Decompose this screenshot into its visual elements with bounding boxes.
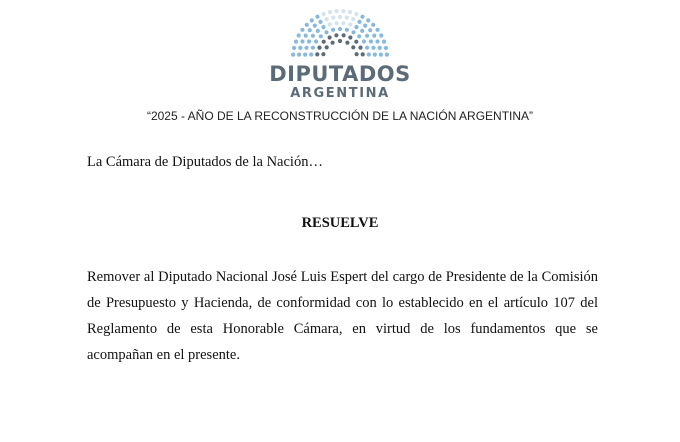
seat-dot	[325, 17, 329, 21]
seat-dot	[351, 45, 355, 49]
seat-dot	[365, 34, 369, 38]
seat-dot	[367, 52, 371, 56]
seat-dot	[338, 15, 342, 19]
seat-dot	[315, 15, 319, 19]
seat-dot	[315, 52, 319, 56]
seat-dot	[378, 46, 382, 50]
seat-dot	[348, 35, 352, 39]
seat-dot	[328, 35, 332, 39]
seat-dot	[319, 34, 323, 38]
seat-dot	[361, 52, 365, 56]
seat-dot	[384, 46, 388, 50]
seat-dot	[351, 17, 355, 21]
seat-dot	[305, 23, 309, 27]
seat-dot	[304, 34, 308, 38]
seat-dot	[355, 52, 359, 56]
seat-dot	[303, 53, 307, 57]
seat-dot	[385, 53, 389, 57]
seat-dot	[331, 41, 335, 45]
seat-dot	[372, 34, 376, 38]
seat-dot	[375, 39, 379, 43]
seat-dot	[291, 53, 295, 57]
seat-dot	[300, 39, 304, 43]
seat-dot	[307, 39, 311, 43]
seat-dot	[335, 9, 339, 13]
seat-dot	[311, 46, 315, 50]
seat-dot	[348, 22, 352, 26]
chamber-hemicycle-icon	[285, 8, 395, 60]
seat-dot	[373, 53, 377, 57]
seat-dot	[321, 52, 325, 56]
seat-dot	[341, 21, 345, 25]
seat-dot	[379, 53, 383, 57]
seat-dot	[331, 28, 335, 32]
seat-dot	[365, 46, 369, 50]
year-motto: “2025 - AÑO DE LA RECONSTRUCCIÓN DE LA NACIÓN ARGENTINA”	[146, 109, 534, 123]
seat-dot	[324, 30, 328, 34]
seat-dot	[314, 39, 318, 43]
seat-dot	[369, 39, 373, 43]
seat-dot	[328, 22, 332, 26]
resolve-heading: RESUELVE	[301, 215, 379, 231]
seat-dot	[348, 10, 352, 14]
seat-dot	[298, 46, 302, 50]
seat-dot	[297, 53, 301, 57]
seat-dot	[362, 39, 366, 43]
seat-dot	[311, 34, 315, 38]
seat-dot	[354, 40, 358, 44]
seat-dot	[345, 28, 349, 32]
seat-dot	[331, 16, 335, 20]
seat-dot	[371, 23, 375, 27]
seat-dot	[313, 24, 317, 28]
seat-dot	[309, 52, 313, 56]
seat-dot	[357, 34, 361, 38]
seat-dot	[300, 28, 304, 32]
seat-dot	[304, 46, 308, 50]
seat-dot	[368, 28, 372, 32]
seat-dot	[360, 15, 364, 19]
seat-dot	[371, 46, 375, 50]
seat-dot	[351, 30, 355, 34]
seat-dot	[335, 21, 339, 25]
seat-dot	[363, 24, 367, 28]
seat-dot	[354, 12, 358, 16]
seat-dot	[294, 40, 298, 44]
seat-dot	[325, 45, 329, 49]
seat-dot	[382, 40, 386, 44]
logo-subtitle: ARGENTINA	[290, 86, 390, 101]
seat-dot	[338, 39, 342, 43]
seat-dot	[360, 29, 364, 33]
seat-dot	[338, 27, 342, 31]
seat-dot	[358, 46, 362, 50]
seat-dot	[317, 46, 321, 50]
seat-dot	[321, 25, 325, 29]
logo-name: DIPUTADOS	[269, 62, 411, 86]
seat-dot	[334, 33, 338, 37]
intro-text: La Cámara de Diputados de la Nación…	[87, 154, 323, 170]
seat-dot	[345, 41, 349, 45]
logo	[0, 8, 680, 102]
seat-dot	[328, 10, 332, 14]
seat-dot	[345, 16, 349, 20]
seat-dot	[322, 40, 326, 44]
seat-dot	[366, 18, 370, 22]
resolution-body: Remover al Diputado Nacional José Luis Espert del cargo de Presidente de la Comisión de Presupuesto y Hacienda, de conformidad con lo establecido en el artículo 107 del Reglamento de esta Honorable Cámara, en virtud de los fundamentos que se acompañan en el presente.	[87, 269, 598, 363]
seat-dot	[308, 28, 312, 32]
seat-dot	[379, 33, 383, 37]
seat-dot	[297, 33, 301, 37]
seat-dot	[376, 28, 380, 32]
seat-dot	[354, 25, 358, 29]
seat-dot	[318, 20, 322, 24]
seat-dot	[292, 46, 296, 50]
seat-dot	[341, 9, 345, 13]
seat-dot	[322, 12, 326, 16]
seat-dot	[357, 20, 361, 24]
seat-dot	[310, 18, 314, 22]
seat-dot	[316, 29, 320, 33]
seat-dot	[342, 33, 346, 37]
